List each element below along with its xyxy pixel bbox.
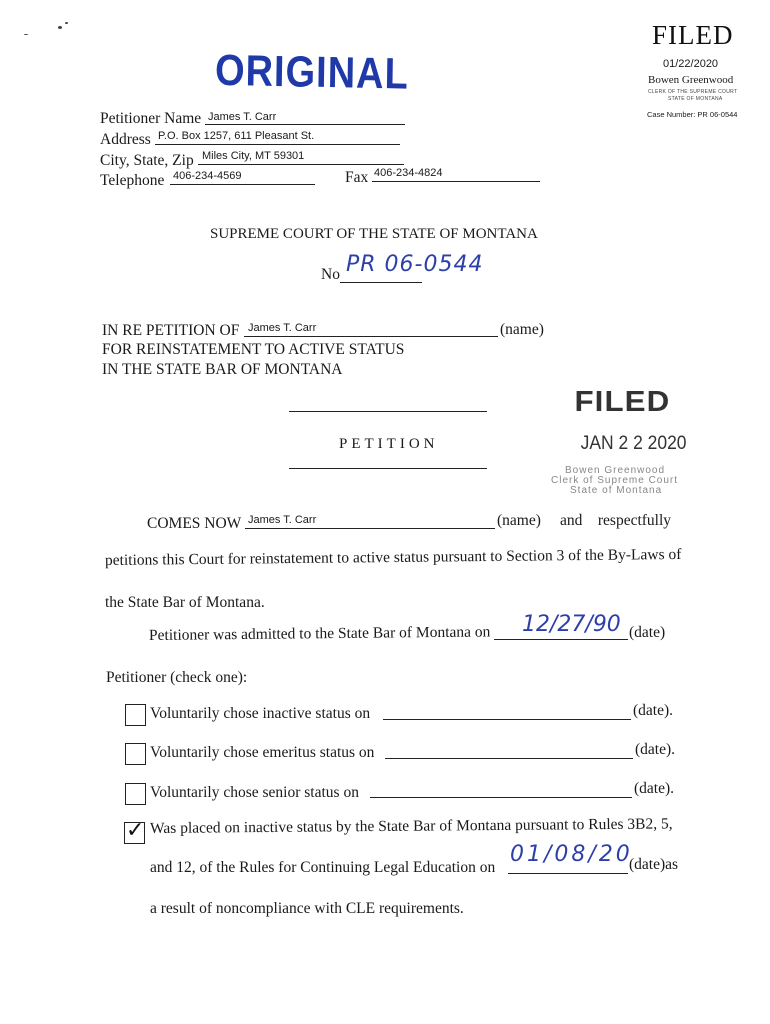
admitted-date-line (494, 639, 628, 640)
caption-line1-prefix: IN RE PETITION OF (102, 322, 240, 339)
comes-now-rest: and respectfully (560, 512, 672, 529)
comes-now-name: James T. Carr (248, 514, 317, 526)
comes-now-prefix: COMES NOW (147, 515, 242, 532)
court-title: SUPREME COURT OF THE STATE OF MONTANA (210, 226, 538, 242)
filed-stamp-clerk-title: Clerk of Supreme Court (551, 475, 679, 486)
option-senior-suffix: (date). (634, 780, 675, 797)
option-cle-date-handwritten: 01/08/20 (510, 842, 633, 867)
filed-stamp-clerk-name: Bowen Greenwood (565, 465, 666, 476)
filed-stamp-office2: STATE OF MONTANA (668, 96, 723, 102)
city-label: City, State, Zip (100, 152, 194, 169)
paragraph1-line3: the State Bar of Montana. (105, 594, 265, 611)
cle-noncompliance-checkbox[interactable] (124, 818, 145, 844)
option-cle-date-line (508, 873, 628, 874)
filed-stamp-large-date: JAN 2 2 2020 (580, 433, 687, 454)
case-no-handwritten: PR 06-0544 (346, 252, 484, 277)
petitioner-name-label: Petitioner Name (100, 110, 202, 127)
option-cle-date-suffix: (date)as (629, 856, 679, 873)
fax-label: Fax (345, 169, 369, 186)
fax-value: 406-234-4824 (374, 167, 443, 179)
filed-stamp-clerk: Bowen Greenwood (648, 74, 734, 86)
filed-stamp-date: 01/22/2020 (663, 58, 719, 70)
filed-stamp-title: FILED (652, 20, 734, 50)
fax-line (372, 181, 540, 182)
telephone-label: Telephone (100, 172, 165, 189)
city-value: Miles City, MT 59301 (202, 150, 305, 162)
paragraph1-line2: petitions this Court for reinstatement to active status pursuant to Section 3 of the By-Laws of (104, 545, 682, 569)
original-stamp: ORIGINAL (214, 46, 410, 100)
scan-speck (24, 34, 28, 35)
option-cle-label: Was placed on inactive status by the State Bar of Montana pursuant to Rules 3B2, 5, (149, 815, 673, 837)
option-cle-line2: and 12, of the Rules for Continuing Legal Education on (150, 859, 496, 876)
option-emeritus-date-line[interactable] (385, 758, 633, 759)
telephone-line (170, 184, 315, 185)
telephone-value: 406-234-4569 (173, 170, 242, 182)
option-cle-line3: a result of noncompliance with CLE requirements. (150, 900, 464, 917)
option-inactive-date-line[interactable] (383, 719, 631, 720)
case-number: Case Number: PR 06-0544 (647, 110, 738, 119)
city-line (198, 164, 404, 165)
petitioner-name-value: James T. Carr (208, 111, 277, 123)
scan-speck (58, 26, 62, 29)
petitioner-name-line (205, 124, 405, 125)
admitted-date-suffix: (date) (629, 624, 666, 641)
option-inactive-label: Voluntarily chose inactive status on (150, 705, 371, 722)
option-inactive-suffix: (date). (633, 702, 674, 719)
address-line (155, 144, 400, 145)
admitted-date-handwritten: 12/27/90 (522, 612, 621, 637)
case-no-line (340, 282, 422, 283)
option-emeritus-suffix: (date). (635, 741, 676, 758)
petition-heading: PETITION (339, 436, 439, 452)
heading-rule-bottom (289, 468, 487, 469)
case-no-label: No (321, 266, 340, 283)
heading-rule-top (289, 411, 487, 412)
address-label: Address (100, 131, 151, 148)
caption-petitioner-name: James T. Carr (248, 322, 317, 334)
caption-line3: IN THE STATE BAR OF MONTANA (102, 361, 343, 378)
comes-now-name-suffix: (name) (497, 512, 541, 529)
admitted-text: Petitioner was admitted to the State Bar of Montana on (148, 623, 491, 644)
filed-stamp-office1: CLERK OF THE SUPREME COURT (648, 89, 738, 95)
caption-name-suffix: (name) (500, 321, 544, 338)
emeritus-status-checkbox[interactable] (125, 743, 146, 765)
scan-speck (65, 22, 68, 24)
caption-name-line (244, 336, 498, 337)
caption-line2: FOR REINSTATEMENT TO ACTIVE STATUS (102, 341, 405, 358)
comes-now-name-line (245, 528, 495, 529)
check-one-label: Petitioner (check one): (106, 669, 248, 686)
checkmark-icon: ✓ (126, 818, 145, 843)
inactive-status-checkbox[interactable] (125, 704, 146, 726)
address-value: P.O. Box 1257, 611 Pleasant St. (158, 130, 315, 142)
option-senior-label: Voluntarily chose senior status on (150, 784, 359, 801)
filed-stamp-large: FILED (574, 386, 671, 418)
option-emeritus-label: Voluntarily chose emeritus status on (150, 744, 375, 761)
filed-stamp-state: State of Montana (570, 485, 663, 496)
senior-status-checkbox[interactable] (125, 783, 146, 805)
option-senior-date-line[interactable] (370, 797, 632, 798)
